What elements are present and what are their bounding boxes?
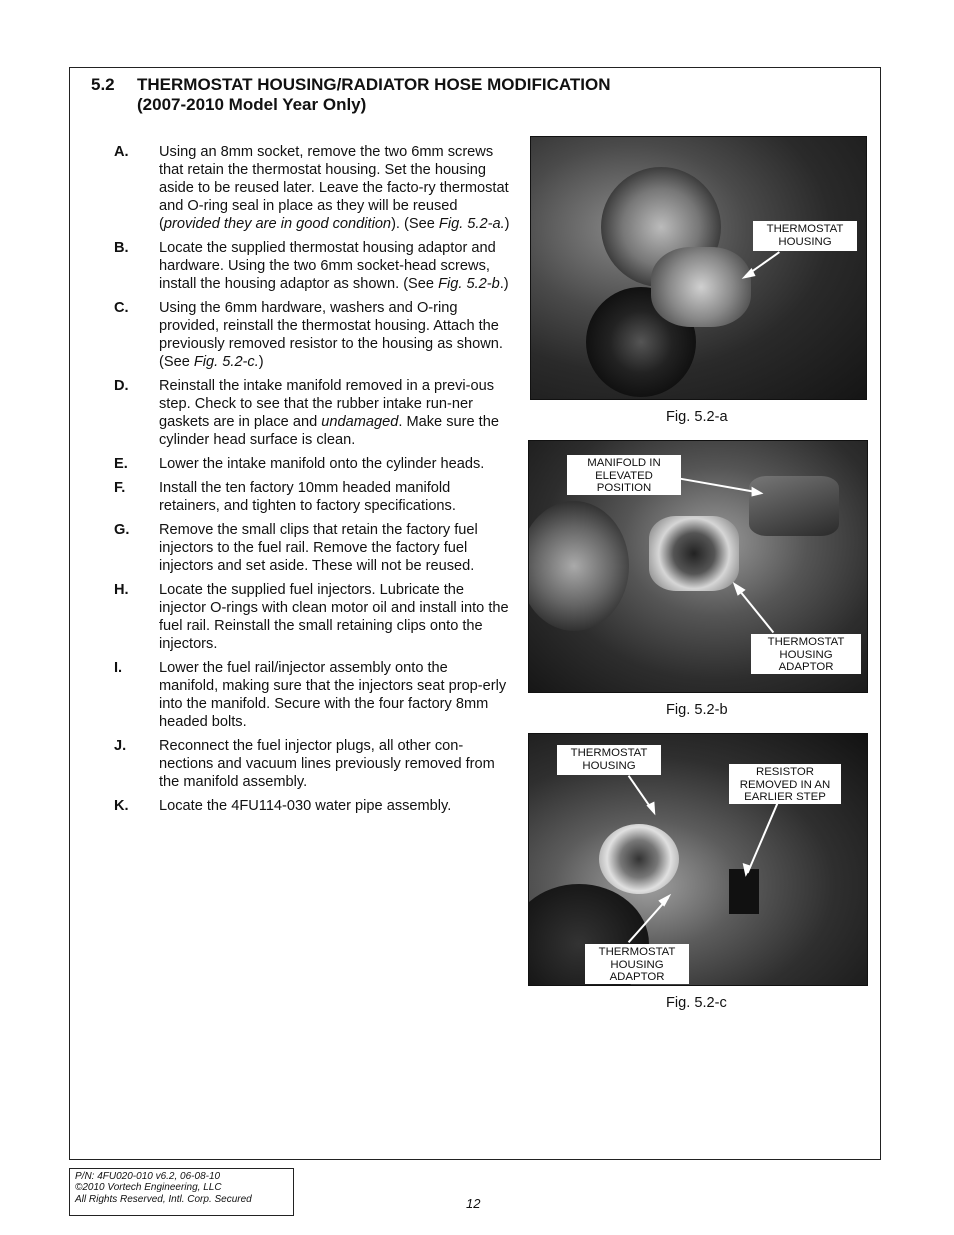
step-text: .)	[499, 276, 509, 292]
callout-line: THERMOSTAT	[766, 223, 844, 235]
section-title	[91, 75, 610, 115]
step-text: Using the 6mm hardware, washers and O-ring provided, reinstall the thermostat housing. Attach the previously removed resistor to the housing as shown. (See	[159, 300, 503, 370]
figure-reference: Fig. 5.2-b	[438, 276, 500, 292]
callout-line: HOUSING	[779, 648, 833, 661]
step-f	[114, 479, 510, 515]
step-text: Install the ten factory 10mm headed manifold retainers, and tighten to factory specifications.	[159, 480, 456, 514]
section-title-line2: (2007-2010 Model Year Only)	[137, 95, 367, 114]
step-text: Lower the intake manifold onto the cylinder heads.	[159, 456, 485, 472]
callout-line: RESISTOR	[755, 766, 815, 778]
section-title-line1: THERMOSTAT HOUSING/RADIATOR HOSE MODIFICATION	[137, 75, 611, 94]
step-letter: F.	[114, 480, 126, 496]
step-text: Locate the 4FU114-030 water pipe assembly.	[159, 798, 452, 814]
page-number: 12	[466, 1196, 481, 1211]
callout-line: MANIFOLD IN	[587, 457, 661, 469]
callout-line: ELEVATED	[595, 469, 653, 482]
callout-line: THERMOSTAT	[570, 747, 648, 759]
step-text: Locate the supplied thermostat housing adaptor and hardware. Using the two 6mm socket-head screws, install the housing adaptor as shown. (See	[159, 240, 496, 292]
step-text: . Make sure the cylinder head surface is clean.	[159, 414, 499, 448]
figure-photo-a	[530, 136, 867, 400]
callout-line: HOUSING	[610, 958, 664, 971]
figure-reference: Fig. 5.2-a.	[438, 216, 505, 232]
step-b	[114, 239, 510, 293]
step-text: )	[504, 216, 510, 232]
callout-line: ADAPTOR	[609, 971, 665, 983]
step-italic: provided they are in good condition	[163, 216, 392, 232]
step-a	[114, 143, 510, 233]
section-number: 5.2	[91, 75, 115, 94]
step-k	[114, 797, 510, 815]
callout-line: ADAPTOR	[778, 661, 834, 673]
step-text: Using an 8mm socket, remove the two 6mm screws that retain the thermostat housing. Set the housing aside to be reused later. Leave the facto-ry thermostat and O-ring seal in place as they will be reused (	[159, 144, 509, 232]
step-g	[114, 521, 510, 575]
step-text: )	[258, 354, 264, 370]
step-letter: A.	[114, 144, 129, 160]
step-d	[114, 377, 510, 449]
footer-box	[69, 1168, 294, 1216]
step-letter: I.	[114, 660, 123, 676]
step-text: Reinstall the intake manifold removed in a previ-ous step. Check to see that the rubber intake run-ner gaskets are in place and	[159, 378, 495, 430]
callout-line: THERMOSTAT	[598, 946, 676, 958]
step-letter: J.	[114, 738, 127, 754]
step-list	[114, 143, 510, 821]
step-letter: K.	[114, 798, 129, 814]
callout-line: REMOVED IN AN	[739, 778, 831, 791]
step-italic: undamaged	[321, 414, 399, 430]
step-text: Remove the small clips that retain the factory fuel injectors to the fuel rail. Remove the factory fuel injectors and set aside. These will not be reused.	[159, 522, 478, 574]
step-text: Reconnect the fuel injector plugs, all other con-nections and vacuum lines previously removed from the manifold assembly.	[159, 738, 495, 790]
footer-rights: All Rights Reserved, Intl. Corp. Secured	[75, 1193, 252, 1205]
step-letter: E.	[114, 456, 128, 472]
figure-photo-c	[528, 733, 868, 986]
callout-line: HOUSING	[778, 235, 832, 248]
step-letter: B.	[114, 240, 129, 256]
arrow-icon	[531, 137, 866, 399]
callout-line: EARLIER STEP	[744, 791, 826, 803]
step-letter: G.	[114, 522, 130, 538]
figure-caption-b: Fig. 5.2-b	[666, 702, 728, 718]
step-text: ). (See	[391, 216, 439, 232]
arrow-icon	[529, 734, 867, 985]
step-e	[114, 455, 510, 473]
step-text: Lower the fuel rail/injector assembly onto the manifold, making sure that the injectors seat prop-erly into the manifold. Secure with the four factory 8mm headed bolts.	[159, 660, 507, 730]
callout-line: POSITION	[596, 482, 652, 494]
step-letter: D.	[114, 378, 129, 394]
step-letter: H.	[114, 582, 129, 598]
arrow-icon	[529, 441, 867, 692]
step-i	[114, 659, 510, 731]
step-text: Locate the supplied fuel injectors. Lubricate the injector O-rings with clean motor oil and install into the fuel rail. Reinstall the small retaining clips onto the injectors.	[159, 582, 509, 652]
step-letter: C.	[114, 300, 129, 316]
step-c	[114, 299, 510, 371]
step-h	[114, 581, 510, 653]
step-j	[114, 737, 510, 791]
callout-line: THERMOSTAT	[767, 636, 845, 648]
figure-caption-c: Fig. 5.2-c	[666, 995, 727, 1011]
figure-caption-a: Fig. 5.2-a	[666, 409, 728, 425]
figure-reference: Fig. 5.2-c.	[193, 354, 259, 370]
callout-line: HOUSING	[582, 759, 636, 772]
footer-copyright: ©2010 Vortech Engineering, LLC	[75, 1182, 222, 1194]
figure-photo-b	[528, 440, 868, 693]
footer-part-number: P/N: 4FU020-010 v6.2, 06-08-10	[75, 1171, 221, 1182]
